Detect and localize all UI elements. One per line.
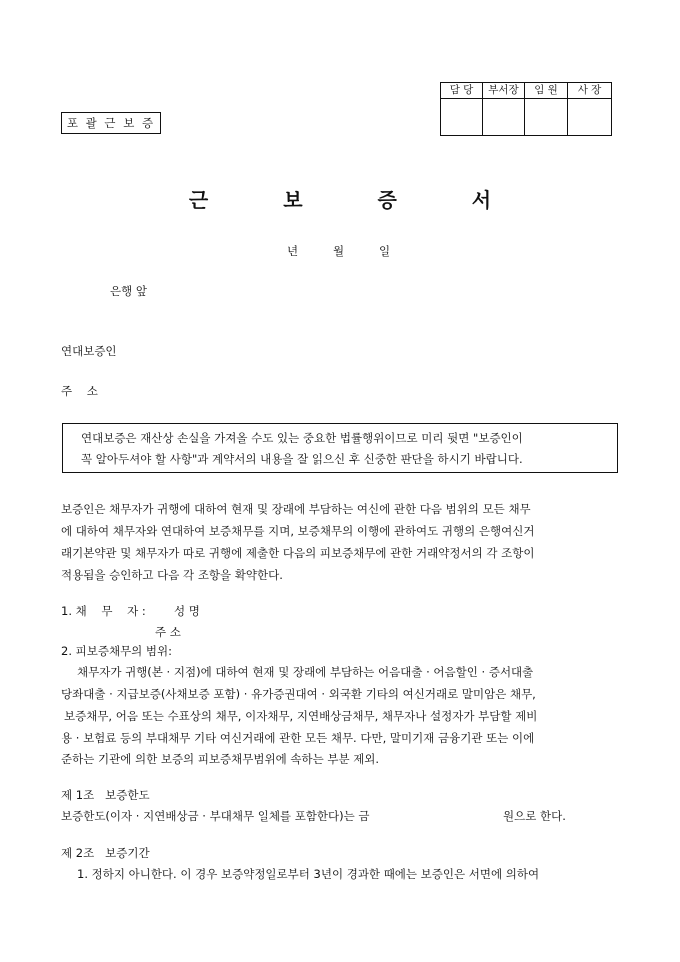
document-title (0, 184, 680, 213)
date-month: 월 (333, 244, 345, 258)
scope-line-3: 보증채무, 어음 또는 수표상의 채무, 이자채무, 지연배상금채무, 채무자나 설정자가 부담할 제비 (64, 709, 538, 723)
article-2-heading: 제 2조 보증기간 (61, 846, 150, 860)
intro-line-2: 에 대하여 채무자와 연대하여 보증채무를 지며, 보증채무의 이행에 관하여도 귀행의 은행여신거 (61, 524, 535, 538)
document-type-label: 포 괄 근 보 증 (61, 112, 161, 134)
article-1-suffix: 원으로 한다. (503, 809, 566, 823)
approval-sign-dept-head[interactable] (483, 99, 525, 136)
approval-header-president: 사 장 (568, 83, 612, 99)
intro-line-1: 보증인은 채무자가 귀행에 대하여 현재 및 장래에 부담하는 여신에 관한 다음 범위의 모든 채무 (61, 502, 531, 516)
intro-line-3: 래기본약관 및 채무자가 따로 귀행에 제출한 다음의 피보증채무에 관한 거래약정서의 각 조항이 (61, 546, 535, 560)
notice-box (62, 423, 618, 473)
guarantor-label: 연대보증인 (61, 344, 117, 358)
article-2-text: 1. 정하지 아니한다. 이 경우 보증약정일로부터 3년이 경과한 때에는 보증인은 서면에 의하여 (77, 867, 540, 881)
article-1-text: 보증한도(이자 · 지연배상금 · 부대채무 일체를 포함한다)는 금 (61, 809, 370, 823)
approval-header-executive: 임 원 (525, 83, 568, 99)
approval-sign-executive[interactable] (525, 99, 568, 136)
document-title-text: 근 보 증 서 (188, 188, 526, 212)
approval-table (440, 82, 612, 136)
approval-sign-president[interactable] (568, 99, 612, 136)
approval-header-manager: 담 당 (441, 83, 483, 99)
debtor-name-label: 성 명 (174, 604, 200, 618)
scope-line-2: 당좌대출 · 지급보증(사채보증 포함) · 유가증권대여 · 외국환 기타의 여신거래로 말미암은 채무, (61, 687, 536, 701)
debtor-address-label: 주 소 (155, 625, 181, 639)
notice-line-2: 꼭 알아두셔야 할 사항"과 계약서의 내용을 잘 읽으신 후 신중한 판단을 하시기 바랍니다. (81, 452, 523, 466)
date-year: 년 (287, 244, 299, 258)
bank-addressee: 은행 앞 (110, 284, 147, 298)
article-1-heading: 제 1조 보증한도 (61, 788, 150, 802)
approval-header-dept-head: 부서장 (483, 83, 525, 99)
scope-line-5: 준하는 기관에 의한 보증의 피보증채무범위에 속하는 부분 제외. (61, 752, 380, 766)
debtor-label: 1. 채 무 자 : (61, 604, 146, 618)
notice-line-1: 연대보증은 재산상 손실을 가져올 수도 있는 중요한 법률행위이므로 미리 뒷면 "보증인이 (81, 431, 523, 445)
scope-line-1: 채무자가 귀행(본 · 지점)에 대하여 현재 및 장래에 부담하는 어음대출 · 어음할인 · 증서대출 (77, 665, 534, 679)
approval-sign-manager[interactable] (441, 99, 483, 136)
guarantor-address-label: 주 소 (61, 384, 98, 398)
guaranteed-debt-scope-label: 2. 피보증채무의 범위: (61, 644, 173, 658)
date-day: 일 (379, 244, 391, 258)
scope-line-4: 용 · 보험료 등의 부대채무 기타 여신거래에 관한 모든 채무. 다만, 말미기재 금융기관 또는 이에 (61, 731, 535, 745)
intro-line-4: 적용됨을 승인하고 다음 각 조항을 확약한다. (61, 568, 283, 582)
